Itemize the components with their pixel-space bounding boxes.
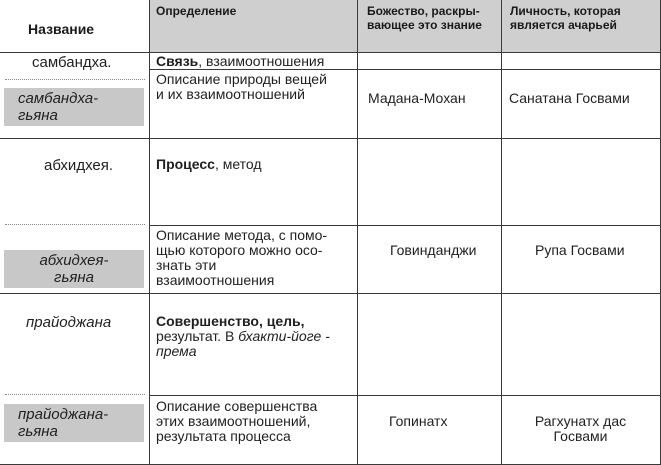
definition-prayojana bbox=[156, 314, 330, 359]
name-prayojana: прайоджана bbox=[26, 314, 112, 331]
definition-prayojana-rest: результат. В bbox=[156, 328, 239, 344]
definition-line: результата процесса bbox=[156, 428, 291, 444]
header-acharya-line2: является ачарьей bbox=[510, 18, 617, 32]
definition-line: и их взаимоотношений bbox=[156, 86, 305, 102]
deity-sambandha-jnana: Мадана-Мохан bbox=[368, 90, 466, 106]
definition-line bbox=[156, 329, 330, 344]
definition-sambandha bbox=[156, 54, 324, 69]
name-sambandha-jnana bbox=[18, 90, 98, 124]
name-prayojana-jnana-line1: прайоджана- bbox=[18, 406, 109, 423]
name-prayojana-jnana bbox=[18, 406, 108, 440]
definition-line: взаимоотношения bbox=[156, 272, 275, 288]
acharya-abhidheya-jnana: Рупа Госвами bbox=[535, 242, 625, 258]
definition-line: этих взаимоотношений, bbox=[156, 413, 311, 429]
definition-prayojana-bold: Совершенство, цель bbox=[156, 313, 301, 329]
name-abhidheya: абхидхея. bbox=[44, 157, 114, 174]
header-deity-line1: Божество, раскры- bbox=[367, 4, 480, 18]
header-definition: Определение bbox=[156, 4, 237, 18]
acharya-line: Рагхунатх дас bbox=[534, 413, 627, 429]
acharya-line: Госвами bbox=[553, 428, 608, 444]
deity-prayojana-jnana: Гопинатх bbox=[389, 413, 448, 429]
definition-prayojana-jnana bbox=[156, 399, 317, 444]
name-abhidheya-jnana-line1: абхидхея- bbox=[39, 252, 109, 269]
definition-abhidheya-rest: , метод bbox=[214, 156, 262, 172]
name-prayojana-jnana-line2: гьяна bbox=[18, 423, 58, 440]
deity-abhidheya-jnana: Говинданджи bbox=[390, 242, 477, 258]
definition-abhidheya bbox=[156, 157, 262, 172]
name-sambandha: самбандха. bbox=[32, 54, 112, 71]
name-abhidheya-jnana bbox=[4, 252, 144, 286]
row-divider bbox=[0, 52, 661, 53]
row-divider bbox=[149, 395, 661, 396]
definition-line: знать эти bbox=[156, 257, 217, 273]
row-divider bbox=[149, 69, 661, 70]
definition-abhidheya-jnana bbox=[156, 228, 327, 288]
dotted-separator bbox=[5, 224, 145, 225]
row-divider bbox=[0, 293, 661, 294]
definition-prayojana-comma: , bbox=[300, 313, 305, 329]
row-divider bbox=[0, 138, 661, 139]
header-acharya bbox=[510, 4, 621, 32]
acharya-prayojana-jnana bbox=[501, 414, 660, 444]
definition-abhidheya-bold: Процесс bbox=[156, 156, 215, 172]
name-abhidheya-jnana-line2: гьяна bbox=[54, 269, 94, 286]
header-deity bbox=[367, 4, 482, 32]
definition-sambandha-rest: , взаимоотношения bbox=[198, 53, 325, 69]
definition-sambandha-jnana bbox=[156, 72, 327, 102]
definition-sambandha-bold: Связь bbox=[156, 53, 199, 69]
header-name: Название bbox=[28, 21, 95, 37]
definition-prayojana-italic: бхакти-йоге - bbox=[238, 328, 330, 344]
name-sambandha-jnana-line2: гьяна bbox=[18, 107, 58, 124]
acharya-sambandha-jnana: Санатана Госвами bbox=[509, 90, 630, 106]
definition-line: щью которого можно осо- bbox=[156, 242, 323, 258]
dotted-separator bbox=[5, 79, 145, 80]
definition-line: према bbox=[156, 343, 197, 359]
dotted-separator bbox=[5, 394, 145, 395]
row-divider bbox=[149, 225, 661, 226]
definition-line: Описание совершенства bbox=[156, 398, 318, 414]
name-sambandha-jnana-line1: самбандха- bbox=[18, 90, 99, 107]
definition-line: Описание метода, с помо- bbox=[156, 227, 328, 243]
header-deity-line2: вающее это знание bbox=[367, 18, 482, 32]
definition-line: Описание природы вещей bbox=[156, 71, 327, 87]
header-acharya-line1: Личность, которая bbox=[510, 4, 621, 18]
definition-line bbox=[156, 314, 330, 329]
